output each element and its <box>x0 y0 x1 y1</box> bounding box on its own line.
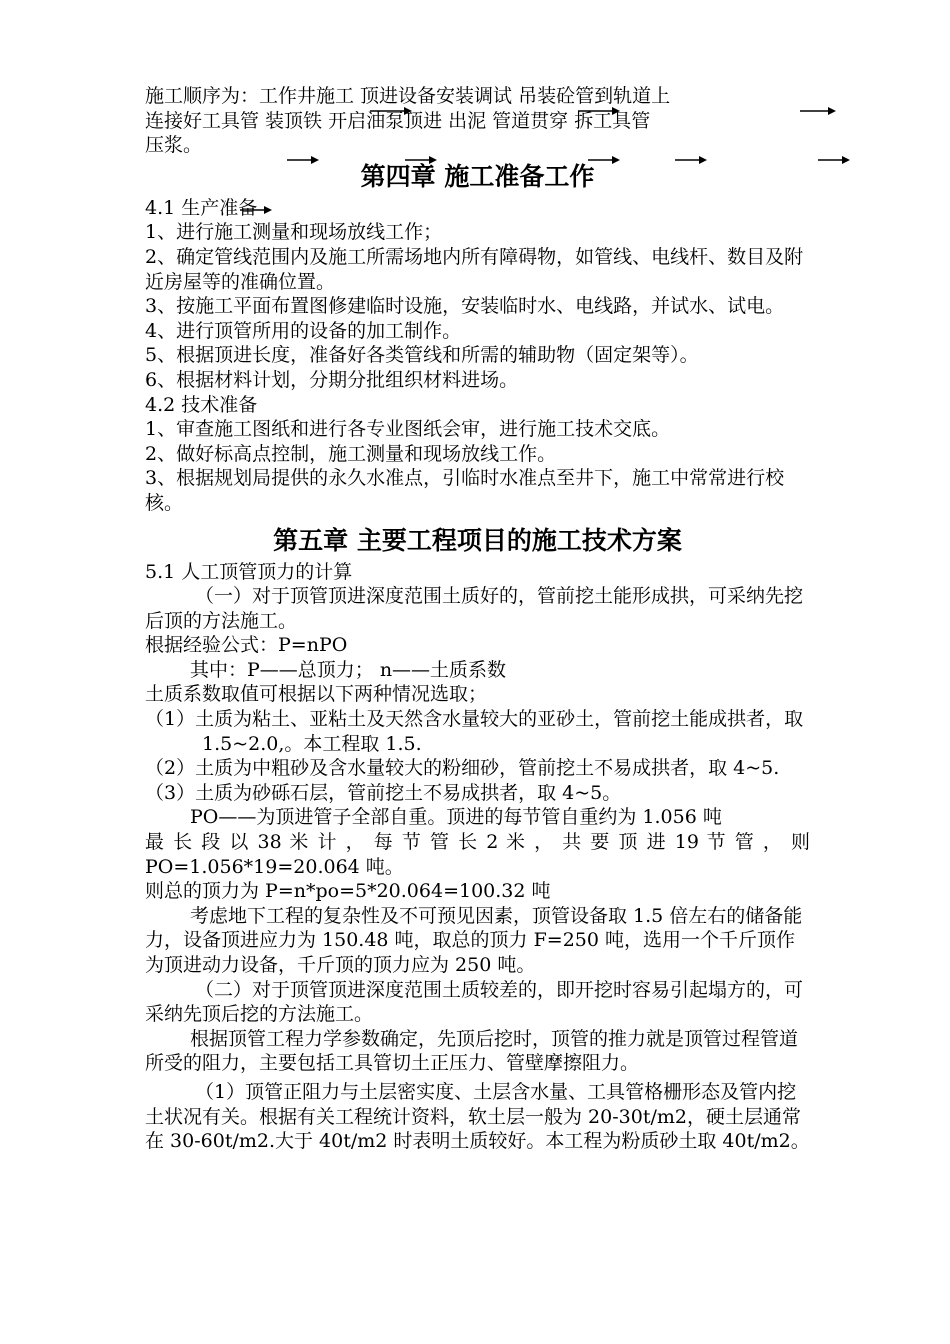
intro-line-1: 施工顺序为：工作井施工 顶进设备安装调试 吊装砼管到轨道上 <box>145 85 671 107</box>
section-4-2-heading: 4.2 技术准备 <box>145 393 258 416</box>
chapter-4-title: 第四章 施工准备工作 <box>360 161 595 191</box>
list-item: 6、根据材料计划，分期分批组织材料进场。 <box>145 368 519 391</box>
list-item: 2、确定管线范围内及施工所需场地内所有障碍物，如管线、电线杆、数目及附近房屋等的准确位置。 <box>145 245 804 293</box>
list-item: 3、根据规划局提供的永久水准点，引临时水准点至井下，施工中常常进行校核。 <box>145 467 785 514</box>
paragraph: （1）顶管正阻力与土层密实度、土层含水量、工具管格栅形态及管内挖土状况有关。根据有关工程统计资料，软土层一般为 20-30t/m2，硬土层通常在 30-60t/m2.大于 40t/m2 时表明土质较好。本工程为粉质砂土取 40t/m2。 <box>145 1080 810 1153</box>
chapter-5-title: 第五章 主要工程项目的施工技术方案 <box>273 525 682 555</box>
paragraph: 最 长 段 以 38 米 计 ， 每 节 管 长 2 米 ， 共 要 顶 进 19 节 管 ， 则 <box>145 831 810 854</box>
list-item: （2）土质为中粗砂及含水量较大的粉细砂，管前挖土不易成拱者，取 4~5. <box>145 757 780 780</box>
section-5-1-heading: 5.1 人工顶管顶力的计算 <box>145 560 353 583</box>
document-page <box>145 84 810 1154</box>
paragraph: 考虑地下工程的复杂性及不可预见因素，顶管设备取 1.5 倍左右的储备能力，设备顶进应力为 150.48 吨，取总的顶力 F=250 吨，选用一个千斤顶作为顶进动力设备，千斤顶的顶力应为 250 吨。 <box>145 904 803 976</box>
formula-line: 根据经验公式：P=nPO <box>145 634 348 657</box>
paragraph: 则总的顶力为 P=n*po=5*20.064=100.32 吨 <box>145 880 551 903</box>
list-item: （1）土质为粘土、亚粘土及天然含水量较大的亚砂土，管前挖土能成拱者，取 1.5~2.0,。本工程取 1.5. <box>145 708 804 755</box>
list-item: （3）土质为砂砾石层，管前挖土不易成拱者，取 4~5。 <box>145 781 622 804</box>
paragraph: 土质系数取值可根据以下两种情况选取； <box>145 683 488 706</box>
list-item: 2、做好标高点控制，施工测量和现场放线工作。 <box>145 442 557 465</box>
intro-line-2: 连接好工具管 装顶铁 开启油泵顶进 出泥 管道贯穿 拆工具管 <box>145 109 651 132</box>
list-item: 5、根据顶进长度，准备好各类管线和所需的辅助物（固定架等）。 <box>145 344 699 367</box>
paragraph: PO=1.056*19=20.064 吨。 <box>145 855 404 878</box>
list-item: 1、进行施工测量和现场放线工作； <box>145 221 443 244</box>
paragraph: （二）对于顶管顶进深度范围土质较差的，即开挖时容易引起塌方的，可采纳先顶后挖的方法施工。 <box>145 978 804 1026</box>
intro-line-3: 压浆。 <box>145 134 203 157</box>
paragraph: （一）对于顶管顶进深度范围土质好的，管前挖土能形成拱，可采纳先挖后顶的方法施工。 <box>145 585 804 632</box>
list-item: 1、审查施工图纸和进行各专业图纸会审，进行施工技术交底。 <box>145 418 671 441</box>
section-4-1-heading: 4.1 生产准备 <box>145 196 258 219</box>
list-item: 4、进行顶管所用的设备的加工制作。 <box>145 319 462 342</box>
paragraph: 根据顶管工程力学参数确定，先顶后挖时，顶管的推力就是顶管过程管道所受的阻力，主要包括工具管切土正压力、管壁摩擦阻力。 <box>145 1027 799 1075</box>
paragraph: PO——为顶进管子全部自重。顶进的每节管自重约为 1.056 吨 <box>190 806 722 829</box>
flow-arrow-8 <box>818 155 850 165</box>
list-item: 3、按施工平面布置图修建临时设施，安装临时水、电线路，并试水、试电。 <box>145 295 785 318</box>
paragraph: 其中：P——总顶力； n——土质系数 <box>190 658 507 681</box>
